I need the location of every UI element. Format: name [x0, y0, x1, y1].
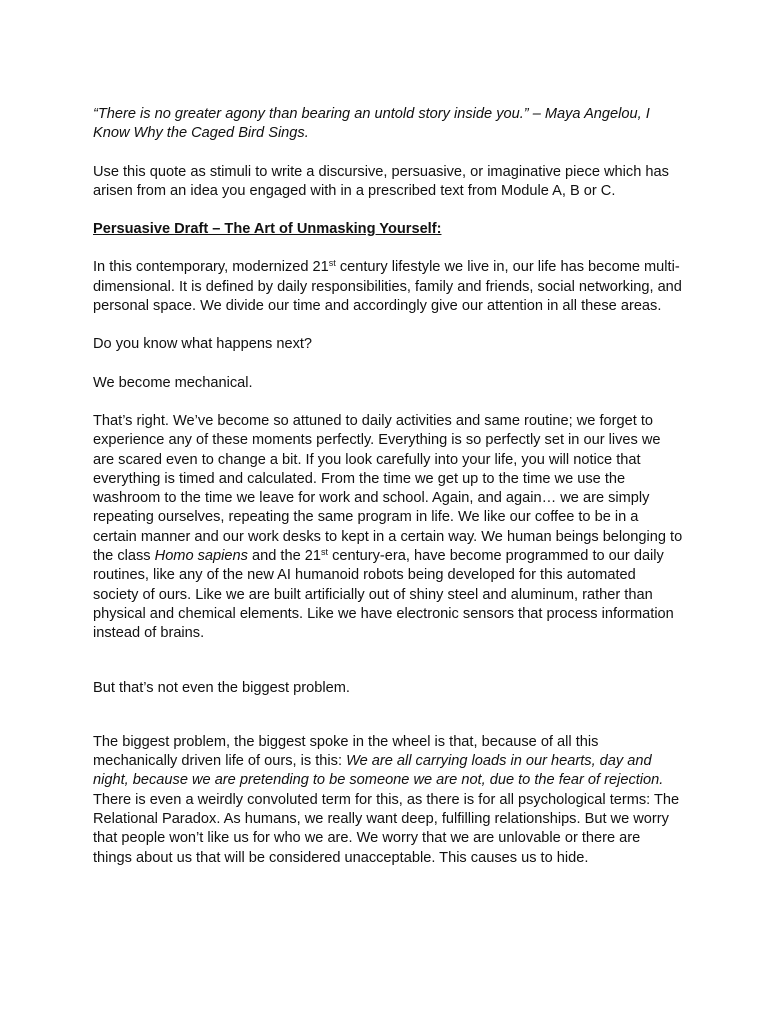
section-heading: Persuasive Draft – The Art of Unmasking Yourself: — [93, 221, 442, 238]
italic-emphasis: We are all carrying loads in our hearts, day and night, because we are pretending to be someone we are not, due to the fear of rejection. — [93, 753, 664, 789]
paragraph-intro-text-1: In this contemporary, modernized 21 — [93, 259, 329, 276]
document-body — [93, 105, 683, 868]
quote-paragraph — [93, 105, 683, 144]
paragraph-question: Do you know what happens next? — [93, 336, 313, 353]
paragraph-routine — [93, 412, 683, 644]
paragraph-routine-text-1: That’s right. We’ve become so attuned to daily activities and same routine; we forget to experience any of these moments perfectly. Everything is so perfectly set in our lives we are scared even to change a bit. If you look carefully into your life, you will notice that everything is timed and calculated. From the time we get up to the time we use the washroom to the time we leave for work and school. Again, and again… we are simply repeating ourselves, repeating the same program in life. We like our coffee to be in a certain manner and our work desks to kept in a certain way. We human beings belonging to the class — [93, 412, 683, 565]
paragraph-biggest-problem-text-1: The biggest problem, the biggest spoke in the wheel is that, because of all this mechanically driven life of ours, is this: — [93, 733, 599, 770]
paragraph-problem: But that’s not even the biggest problem. — [93, 679, 350, 696]
paragraph-biggest-problem — [93, 733, 683, 868]
paragraph-biggest-problem-text-2: There is even a weirdly convoluted term for this, as there is for all psychological terms: The Relational Paradox. As humans, we really want deep, fulfilling relationships. But we worry that people won’t like us for who we are. We worry that we are unlovable or there are things about us that will be considered unacceptable. This causes us to hide. — [93, 791, 680, 866]
italic-homo-sapiens: Homo sapiens — [154, 548, 248, 565]
superscript-st: st — [321, 547, 329, 558]
quote-text: “There is no greater agony than bearing an untold story inside you.” – Maya Angelou, I Know Why the Caged Bird Sings. — [93, 106, 650, 142]
prompt-paragraph: Use this quote as stimuli to write a discursive, persuasive, or imaginative piece which has arisen from an idea you engaged with in a prescribed text from Module A, B or C. — [93, 163, 669, 199]
paragraph-intro — [93, 258, 683, 316]
paragraph-mechanical: We become mechanical. — [93, 374, 253, 391]
paragraph-intro-text-2: century lifestyle we live in, our life has become multi-dimensional. It is defined by daily responsibilities, family and friends, social networking, and personal space. We divide our time and accordingly give our attention in all these areas. — [93, 259, 682, 315]
paragraph-routine-text-2: and the 21 — [247, 548, 321, 565]
paragraph-routine-text-3: century-era, have become programmed to our daily routines, like any of the new AI humanoid robots being developed for this automated society of ours. Like we are built artificially out of shiny steel and aluminum, rather than physical and chemical elements. Like we have electronic sensors that process information instead of brains. — [93, 548, 674, 642]
superscript-st: st — [328, 258, 336, 269]
